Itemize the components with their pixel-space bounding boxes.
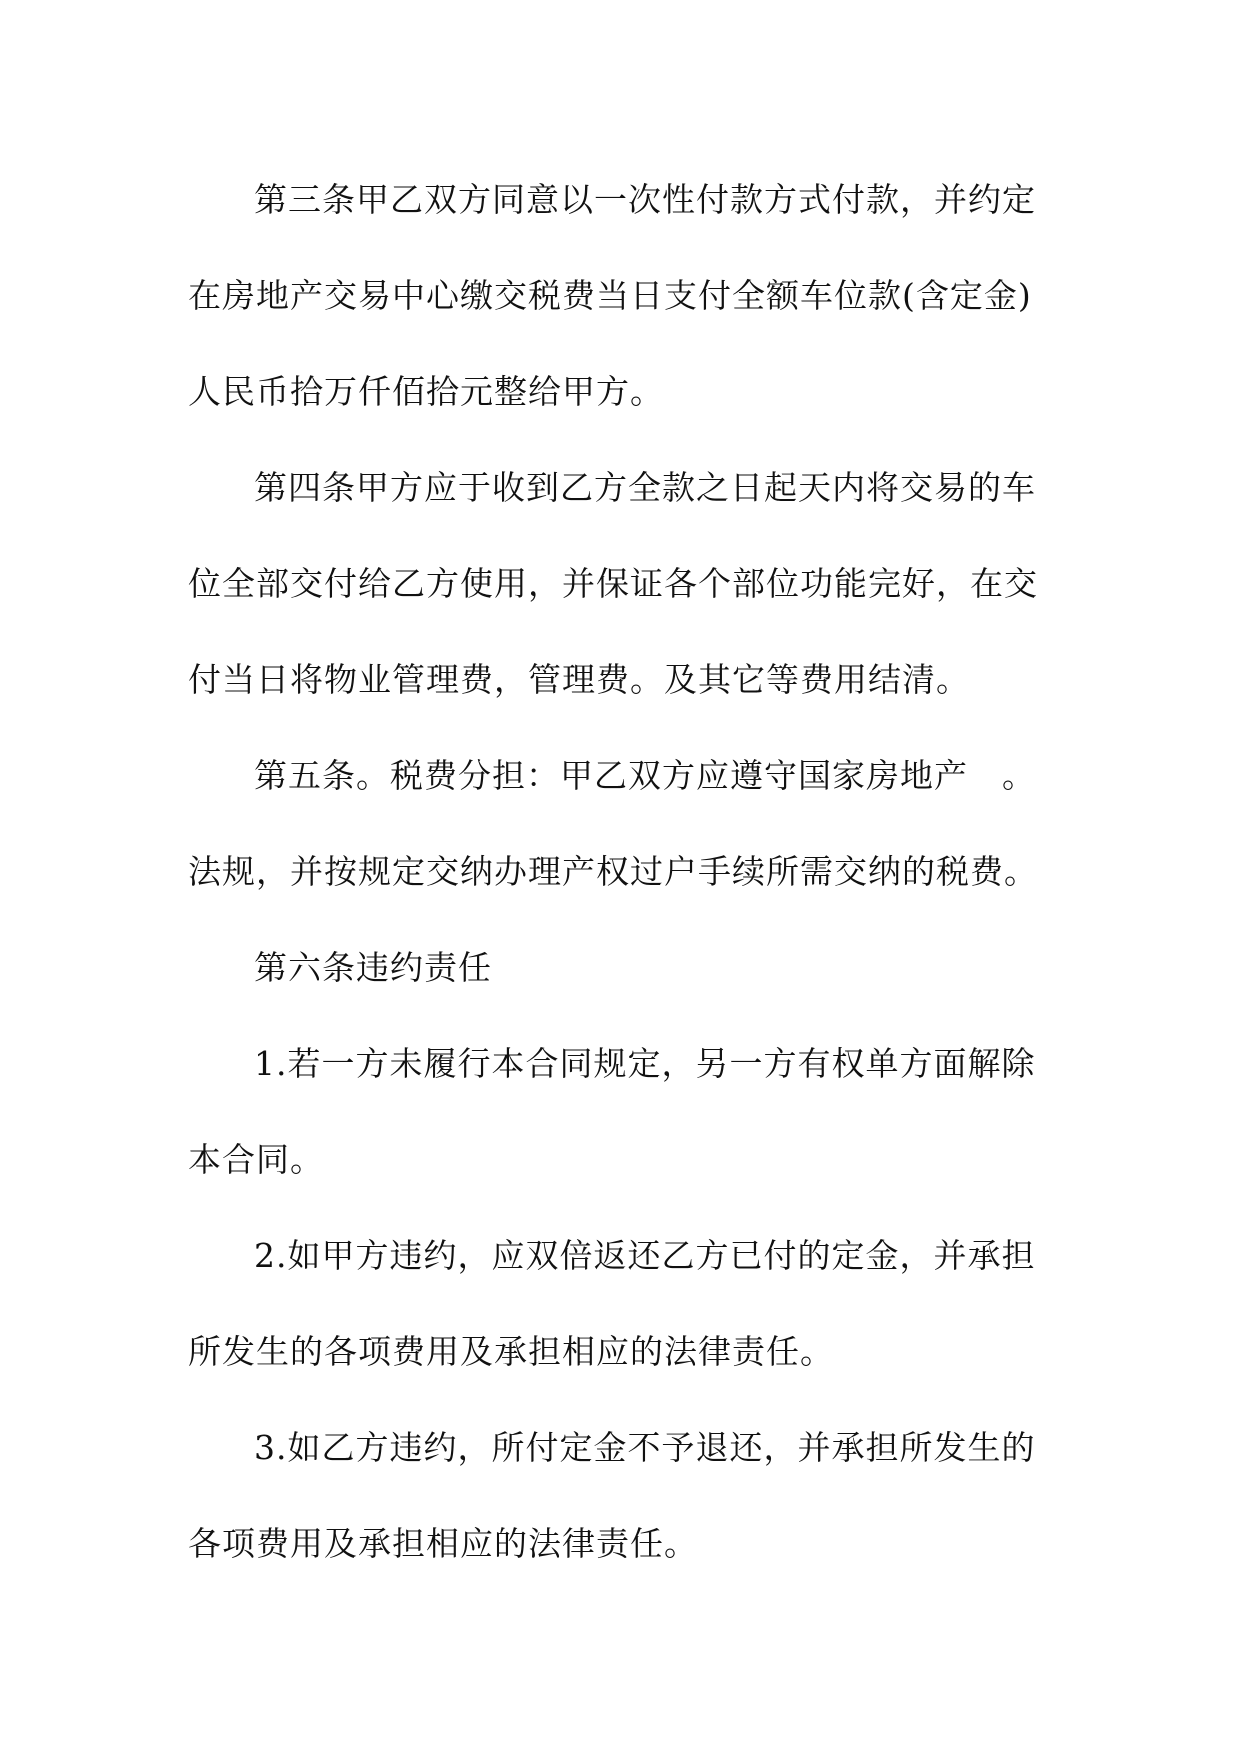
article-3-line-2: 在房地产交易中心缴交税费当日支付全额车位款(含定金) (188, 276, 1032, 315)
article-3-line-1: 第三条甲乙双方同意以一次性付款方式付款，并约定 (254, 180, 1036, 219)
article-4-line-3: 付当日将物业管理费，管理费。及其它等费用结清。 (188, 660, 970, 699)
clause-2-line-1: 2.如甲方违约，应双倍返还乙方已付的定金，并承担 (254, 1236, 1036, 1275)
article-4-line-2: 位全部交付给乙方使用，并保证各个部位功能完好，在交 (188, 564, 1038, 603)
clause-3-line-1: 3.如乙方违约，所付定金不予退还，并承担所发生的 (254, 1428, 1036, 1467)
clause-1-line-2: 本合同。 (188, 1140, 324, 1179)
clause-1-line-1: 1.若一方未履行本合同规定，另一方有权单方面解除 (254, 1044, 1036, 1083)
article-5-line-1: 第五条。税费分担：甲乙双方应遵守国家房地产 。 (254, 756, 1036, 795)
article-3-line-3: 人民币拾万仟佰拾元整给甲方。 (188, 372, 664, 411)
clause-3-line-2: 各项费用及承担相应的法律责任。 (188, 1524, 698, 1563)
article-5-line-2: 法规，并按规定交纳办理产权过户手续所需交纳的税费。 (188, 852, 1038, 891)
article-6-heading: 第六条违约责任 (254, 948, 492, 987)
article-4-line-1: 第四条甲方应于收到乙方全款之日起天内将交易的车 (254, 468, 1036, 507)
clause-2-line-2: 所发生的各项费用及承担相应的法律责任。 (188, 1332, 834, 1371)
